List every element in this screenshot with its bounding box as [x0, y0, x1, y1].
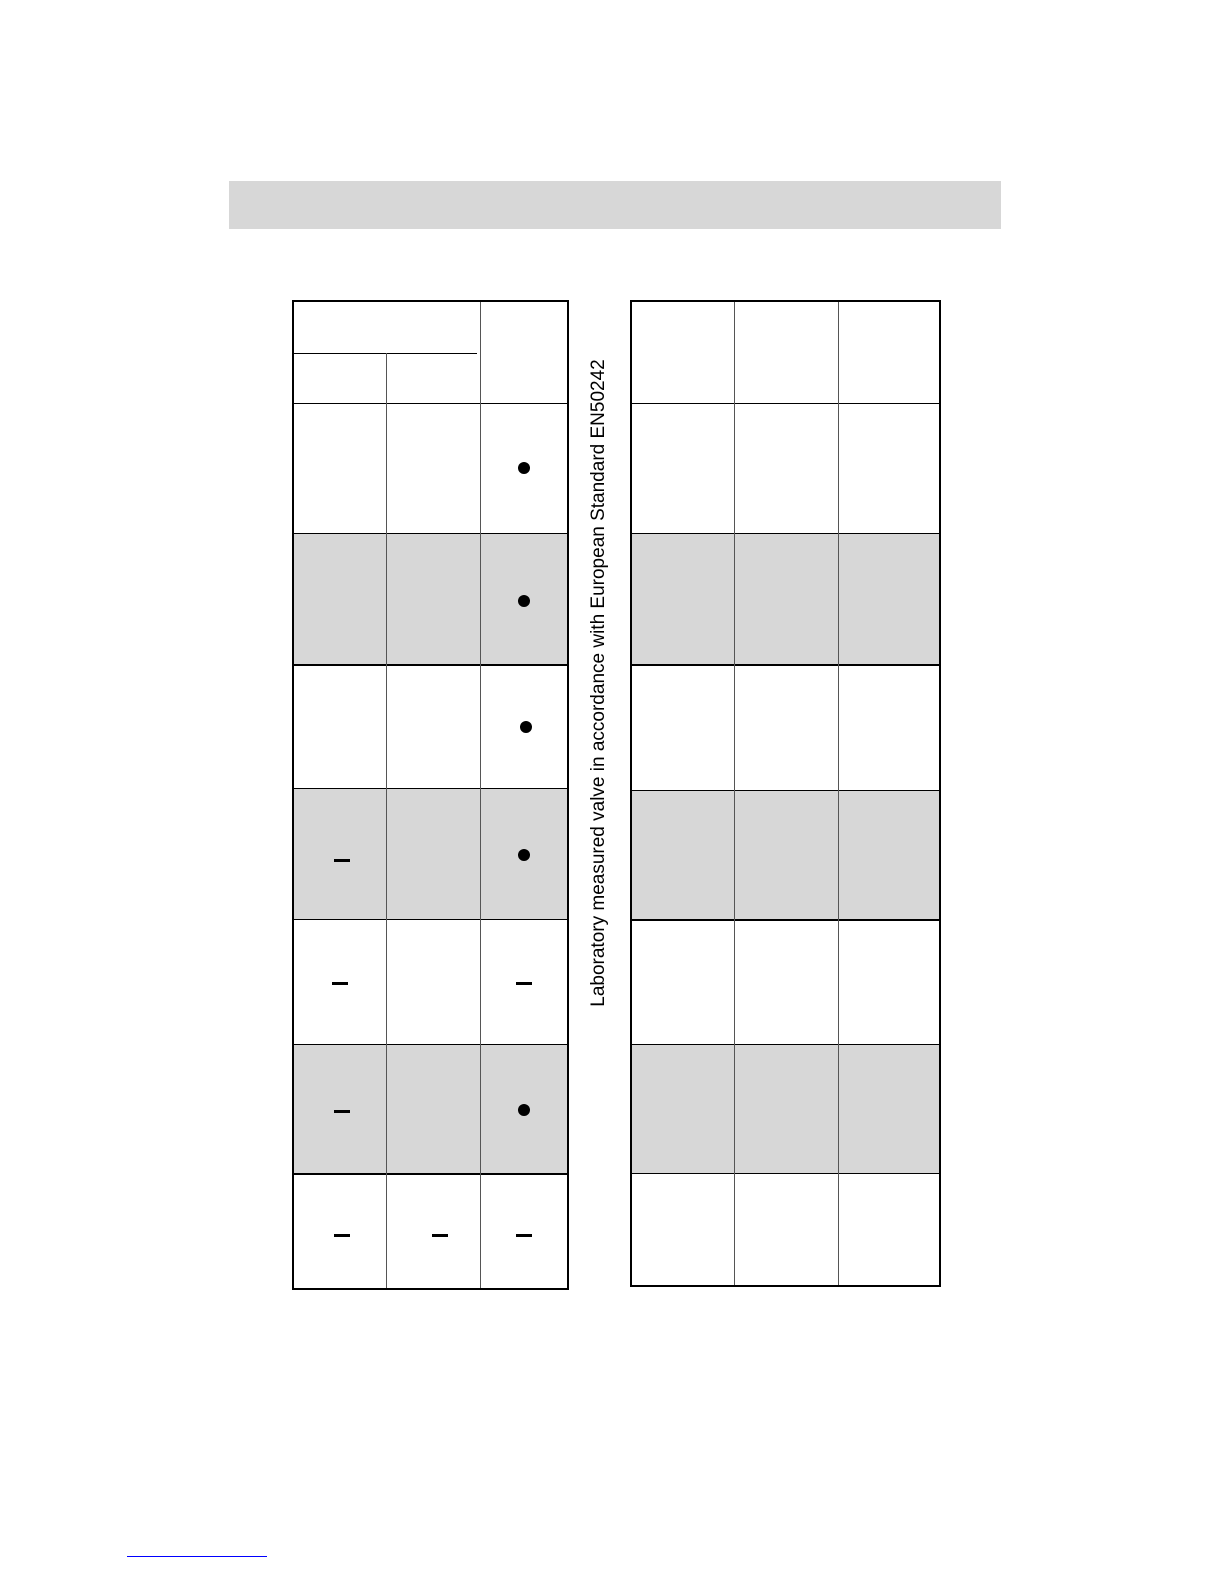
dash-mark [334, 1234, 350, 1237]
row-divider [632, 1044, 939, 1045]
row-divider [294, 533, 567, 534]
shaded-row-4 [632, 790, 939, 920]
footer-link-underline [127, 1556, 267, 1557]
dash-mark [334, 1110, 350, 1113]
column-divider [734, 302, 735, 1285]
dash-mark [432, 1234, 448, 1237]
dot-mark [518, 595, 530, 607]
row-divider [632, 1173, 939, 1174]
dash-mark [332, 982, 348, 985]
header-divider [294, 403, 567, 404]
dot-mark [518, 849, 530, 861]
shaded-row-2 [632, 533, 939, 665]
dot-mark [518, 462, 530, 474]
row-divider [632, 919, 939, 921]
section-header-bar [229, 181, 1001, 229]
row-divider [632, 533, 939, 534]
header-divider [632, 403, 939, 404]
row-divider [632, 664, 939, 666]
dash-mark [334, 859, 350, 862]
dash-mark [516, 982, 532, 985]
row-divider [294, 1173, 567, 1175]
column-divider [386, 353, 387, 1288]
row-divider [632, 790, 939, 791]
dot-mark [518, 1104, 530, 1116]
right-table [630, 300, 941, 1287]
column-divider [838, 302, 839, 1285]
row-divider [294, 664, 567, 666]
row-divider [294, 1044, 567, 1045]
column-divider [480, 302, 481, 1288]
dot-mark [520, 721, 532, 733]
row-divider [294, 788, 567, 789]
dash-mark [516, 1234, 532, 1237]
left-table [292, 300, 569, 1290]
shaded-row-6 [632, 1044, 939, 1174]
vertical-caption: Laboratory measured valve in accordance with European Standard EN50242 [588, 359, 609, 1007]
row-divider [294, 919, 567, 920]
